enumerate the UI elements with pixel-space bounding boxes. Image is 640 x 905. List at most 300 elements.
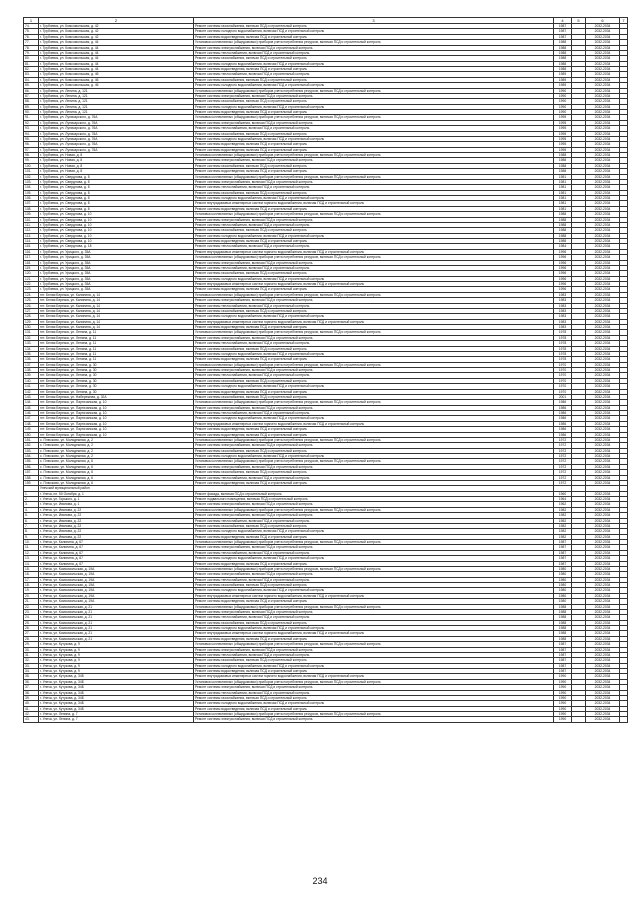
address-cell: г. Трубчевск, ул. Свердлова, д. 8 (39, 196, 194, 201)
commission-year-cell: 1988 (554, 163, 572, 168)
address-cell: г. Трубчевск, ул. Свердлова, д. 8 (39, 185, 194, 190)
planned-period-cell: 2032-2034 (586, 255, 620, 260)
commission-year-cell: 1972 (554, 459, 572, 464)
address-cell: г. Трубчевск, ул. Комсомольская, д. 46 (39, 83, 194, 88)
planned-period-cell: 2032-2034 (586, 341, 620, 346)
commission-year-cell: 1989 (554, 83, 572, 88)
planned-period-cell: 2032-2034 (586, 475, 620, 480)
row-number-cell: 115. (24, 244, 39, 249)
work-type-cell: Ремонт системы теплоснабжения, включая ПСД и строительный контроль (194, 652, 554, 657)
planned-period-cell: 2032-2034 (586, 561, 620, 566)
row-number-cell: 80. (24, 56, 39, 61)
address-cell: г. Трубчевск, ул. Свердлова, д. 10 (39, 222, 194, 227)
row-number-cell: 107. (24, 201, 39, 206)
commission-year-cell: 1989 (554, 72, 572, 77)
commission-year-cell: 1988 (554, 67, 572, 72)
commission-year-cell: 1987 (554, 540, 572, 545)
planned-period-cell: 2032-2034 (586, 518, 620, 523)
address-cell: г. Трубчевск, ул. Луначарского, д. 76А (39, 136, 194, 141)
work-type-cell: Ремонт внутридомовых инженерных систем горячего водоснабжения, включая ПСД и строительный контроль (194, 282, 554, 287)
work-type-cell: Ремонт системы теплоснабжения, включая ПСД и строительный контроль (194, 341, 554, 346)
address-cell: г. Унеча, ул. Комсомольская, д. 21 (39, 609, 194, 614)
commission-year-cell: 1987 (554, 29, 572, 34)
row-number-cell: 82. (24, 67, 39, 72)
work-type-cell: Ремонт системы газоснабжения, включая ПСД и строительный контроль (194, 470, 554, 475)
planned-period-cell: 2032-2034 (586, 271, 620, 276)
planned-period-cell: 2032-2034 (586, 222, 620, 227)
row-number-cell: 151. (24, 437, 39, 442)
address-cell: г. Трубчевск, ул. Ленина, д. 121 (39, 104, 194, 109)
row-number-cell: 128. (24, 314, 39, 319)
address-cell: г. Унеча, ул. Комсомольская, д. 19А (39, 572, 194, 577)
work-type-cell: Ремонт системы водоотведения, включая ПСД и строительный контроль (194, 534, 554, 539)
address-cell: с. Плюсково, ул. Молодежная, д. 2 (39, 448, 194, 453)
address-cell: г. Трубчевск, ул. Луначарского, д. 76А (39, 120, 194, 125)
planned-period-cell: 2032-2034 (586, 206, 620, 211)
address-cell: г. Трубчевск, ул. Свердлова, д. 18 (39, 244, 194, 249)
commission-year-cell: 1978 (554, 335, 572, 340)
work-type-cell: Ремонт системы холодного водоснабжения, включая ПСД и строительный контроль (194, 416, 554, 421)
commission-year-cell: 1990 (554, 701, 572, 706)
work-type-cell: Ремонт системы газоснабжения, включая ПСД и строительный контроль (194, 658, 554, 663)
work-type-cell: Ремонт системы водоотведения, включая ПСД и строительный контроль (194, 480, 554, 485)
work-type-cell: Ремонт системы газоснабжения, включая ПСД и строительный контроль (194, 394, 554, 399)
planned-period-cell: 2032-2034 (586, 706, 620, 711)
commission-year-cell: 1982 (554, 507, 572, 512)
planned-period-cell: 2032-2034 (586, 179, 620, 184)
row-number-cell: 83. (24, 72, 39, 77)
commission-year-cell: 1988 (554, 45, 572, 50)
address-cell: пгт. Белая Березка, ул. Ленина, д. 11 (39, 357, 194, 362)
commission-year-cell: 1983 (554, 319, 572, 324)
work-type-cell: Установка коллективных (общедомовых) приборов учета потребления ресурсов, включая ПСД и строительный контроль (194, 174, 554, 179)
commission-year-cell: 1964 (554, 497, 572, 502)
work-type-cell: Ремонт системы водоотведения, включая ПСД и строительный контроль (194, 239, 554, 244)
row-number-cell: 5. (24, 513, 39, 518)
commission-year-cell: 1970 (554, 362, 572, 367)
commission-year-cell: 1990 (554, 717, 572, 722)
row-number-cell: 11. (24, 545, 39, 550)
row-number-cell: 20. (24, 593, 39, 598)
commission-year-cell: 1987 (554, 24, 572, 29)
address-cell: пгт. Белая Березка, ул. Ленина, д. 11 (39, 351, 194, 356)
work-type-cell: Ремонт системы холодного водоснабжения, включая ПСД и строительный контроль (194, 454, 554, 459)
planned-period-cell: 2032-2034 (586, 427, 620, 432)
commission-year-cell: 1962 (554, 502, 572, 507)
address-cell: г. Унеча, ул. Калинина, д. 67 (39, 545, 194, 550)
commission-year-cell: 1987 (554, 669, 572, 674)
row-number-cell: 157. (24, 470, 39, 475)
work-type-cell: Ремонт системы теплоснабжения, включая ПСД и строительный контроль (194, 518, 554, 523)
row-number-cell: 29. (24, 642, 39, 647)
work-type-cell: Ремонт системы холодного водоснабжения, включая ПСД и строительный контроль (194, 29, 554, 34)
planned-period-cell: 2032-2034 (586, 609, 620, 614)
row-number-cell: 153. (24, 448, 39, 453)
row-number-cell: 23. (24, 609, 39, 614)
table-row (24, 717, 628, 722)
row-number-cell: 123. (24, 287, 39, 292)
work-type-cell: Ремонт внутридомовых инженерных систем горячего водоснабжения, включая ПСД и строительный контроль (194, 319, 554, 324)
commission-year-cell: 1972 (554, 464, 572, 469)
row-number-cell: 131. (24, 330, 39, 335)
work-type-cell: Ремонт внутридомовых инженерных систем горячего водоснабжения, включая ПСД и строительный контроль (194, 674, 554, 679)
work-type-cell: Ремонт системы теплоснабжения, включая ПСД и строительный контроль (194, 411, 554, 416)
address-cell: пгт. Белая Березка, ул. Партизанская, д. 10 (39, 427, 194, 432)
address-cell: г. Унеча, ул. Кутузова, д. 34Б (39, 706, 194, 711)
planned-period-cell: 2032-2034 (586, 233, 620, 238)
address-cell: г. Унеча, ул. Горького, д. 1 (39, 497, 194, 502)
row-number-cell: 111. (24, 222, 39, 227)
address-cell: г. Унеча, пл. 50 Октября, д. 1 (39, 491, 194, 496)
row-number-cell: 3. (24, 502, 39, 507)
address-cell: г. Унеча, ул. Комсомольская, д. 21 (39, 620, 194, 625)
commission-year-cell: 1986 (554, 427, 572, 432)
row-number-cell: 76. (24, 34, 39, 39)
work-type-cell: Ремонт системы электроснабжения, включая ПСД и строительный контроль (194, 502, 554, 507)
address-cell: г. Унеча, ул. Кутузова, д. 34Б (39, 679, 194, 684)
planned-period-cell: 2032-2034 (586, 389, 620, 394)
commission-year-cell: 1990 (554, 110, 572, 115)
planned-period-cell: 2032-2034 (586, 120, 620, 125)
row-number-cell: 125. (24, 298, 39, 303)
commission-year-cell: 1990 (554, 690, 572, 695)
planned-period-cell: 2032-2034 (586, 405, 620, 410)
commission-year-cell: 1978 (554, 357, 572, 362)
address-cell: пгт. Белая Березка, ул. Ленина, д. 30 (39, 378, 194, 383)
planned-period-cell: 2032-2034 (586, 147, 620, 152)
address-cell: г. Трубчевск, ул. Урицкого, д. 35А (39, 255, 194, 260)
planned-period-cell: 2032-2034 (586, 276, 620, 281)
commission-year-cell: 1970 (554, 378, 572, 383)
planned-period-cell: 2032-2034 (586, 437, 620, 442)
address-cell: г. Унеча, ул. Кутузова, д. 9 (39, 663, 194, 668)
planned-period-cell: 2032-2034 (586, 260, 620, 265)
work-type-cell: Ремонт системы холодного водоснабжения, включая ПСД и строительный контроль (194, 233, 554, 238)
row-number-cell: 133. (24, 341, 39, 346)
planned-period-cell: 2032-2034 (586, 626, 620, 631)
planned-period-cell: 2032-2034 (586, 99, 620, 104)
row-number-cell: 137. (24, 362, 39, 367)
planned-period-cell: 2032-2034 (586, 443, 620, 448)
commission-year-cell: 1988 (554, 222, 572, 227)
row-number-cell: 109. (24, 212, 39, 217)
row-number-cell: 9. (24, 534, 39, 539)
commission-year-cell: 1986 (554, 421, 572, 426)
work-type-cell: Ремонт системы электроснабжения, включая ПСД и строительный контроль (194, 45, 554, 50)
address-cell: г. Трубчевск, ул. Комсомольская, д. 46 (39, 72, 194, 77)
planned-period-cell: 2032-2034 (586, 615, 620, 620)
planned-period-cell: 2032-2034 (586, 599, 620, 604)
row-number-cell: 101. (24, 169, 39, 174)
address-cell: пгт. Белая Березка, ул. Ленина, д. 30 (39, 368, 194, 373)
commission-year-cell: 1987 (554, 550, 572, 555)
row-number-cell: 22. (24, 604, 39, 609)
planned-period-cell: 2032-2034 (586, 550, 620, 555)
planned-period-cell: 2032-2034 (586, 593, 620, 598)
planned-period-cell: 2032-2034 (586, 77, 620, 82)
work-type-cell: Ремонт системы теплоснабжения, включая ПСД и строительный контроль (194, 265, 554, 270)
planned-period-cell: 2032-2034 (586, 416, 620, 421)
planned-period-cell: 2032-2034 (586, 523, 620, 528)
row-number-cell: 32. (24, 658, 39, 663)
commission-year-cell: 1988 (554, 212, 572, 217)
column-header: 5 (572, 18, 586, 24)
commission-year-cell: 1989 (554, 77, 572, 82)
work-type-cell: Ремонт системы электроснабжения, включая ПСД и строительный контроль (194, 572, 554, 577)
row-number-cell: 122. (24, 282, 39, 287)
planned-period-cell: 2032-2034 (586, 244, 620, 249)
work-type-cell: Установка коллективных (общедомовых) приборов учета потребления ресурсов, включая ПСД и строительный контроль (194, 642, 554, 647)
commission-year-cell: 1996 (554, 287, 572, 292)
address-cell: г. Унеча, ул. Комсомольская, д. 19А (39, 599, 194, 604)
planned-period-cell: 2032-2034 (586, 529, 620, 534)
row-number-cell: 158. (24, 475, 39, 480)
work-type-cell: Ремонт системы газоснабжения, включая ПСД и строительный контроль (194, 308, 554, 313)
work-type-cell: Ремонт системы водоотведения, включая ПСД и строительный контроль (194, 142, 554, 147)
work-type-cell: Ремонт системы электроснабжения, включая ПСД и строительный контроль (194, 405, 554, 410)
work-type-cell: Ремонт системы электроснабжения, включая ПСД и строительный контроль (194, 685, 554, 690)
page-number: 234 (312, 876, 328, 886)
planned-period-cell: 2032-2034 (586, 556, 620, 561)
address-cell: пгт. Белая Березка, ул. Калинина, д. 14 (39, 325, 194, 330)
work-type-cell: Ремонт системы газоснабжения, включая ПСД и строительный контроль (194, 228, 554, 233)
planned-period-cell: 2032-2034 (586, 459, 620, 464)
commission-year-cell: 1988 (554, 153, 572, 158)
planned-period-cell: 2032-2034 (586, 158, 620, 163)
address-cell: г. Трубчевск, ул. Свердлова, д. 8 (39, 206, 194, 211)
planned-period-cell: 2032-2034 (586, 282, 620, 287)
address-cell: г. Унеча, ул. Ленина, д. 7 (39, 712, 194, 717)
commission-year-cell: 1988 (554, 604, 572, 609)
commission-year-cell: 1995 (554, 126, 572, 131)
commission-year-cell: 1988 (554, 56, 572, 61)
work-type-cell: Ремонт системы газоснабжения, включая ПСД и строительный контроль (194, 56, 554, 61)
commission-year-cell: 1972 (554, 437, 572, 442)
planned-period-cell: 2032-2034 (586, 308, 620, 313)
planned-period-cell: 2032-2034 (586, 351, 620, 356)
planned-period-cell: 2032-2034 (586, 669, 620, 674)
commission-year-cell: 1988 (554, 217, 572, 222)
address-cell: пгт. Белая Березка, ул. Партизанская, д. 10 (39, 411, 194, 416)
commission-year-cell: 1983 (554, 308, 572, 313)
commission-year-cell: 1983 (554, 292, 572, 297)
work-type-cell: Ремонт системы электроснабжения, включая ПСД и строительный контроль (194, 647, 554, 652)
address-cell: г. Трубчевск, ул. Свердлова, д. 8 (39, 174, 194, 179)
planned-period-cell: 2032-2034 (586, 61, 620, 66)
planned-period-cell: 2032-2034 (586, 325, 620, 330)
work-type-cell: Ремонт системы теплоснабжения, включая ПСД и строительный контроль (194, 577, 554, 582)
planned-period-cell: 2032-2034 (586, 346, 620, 351)
planned-period-cell: 2032-2034 (586, 45, 620, 50)
work-type-cell: Ремонт системы теплоснабжения, включая ПСД и строительный контроль (194, 615, 554, 620)
commission-year-cell: 1996 (554, 265, 572, 270)
row-number-cell: 159. (24, 480, 39, 485)
address-cell: г. Трубчевск, ул. Урицкого, д. 35А (39, 287, 194, 292)
planned-period-cell: 2032-2034 (586, 190, 620, 195)
row-number-cell: 119. (24, 265, 39, 270)
address-cell: г. Трубчевск, ул. Луначарского, д. 76А (39, 147, 194, 152)
work-type-cell: Ремонт внутридомовых инженерных систем горячего водоснабжения, включая ПСД и строительный контроль (194, 201, 554, 206)
work-type-cell: Ремонт системы газоснабжения, включая ПСД и строительный контроль (194, 24, 554, 29)
row-number-cell: 34. (24, 669, 39, 674)
planned-period-cell: 2032-2034 (586, 88, 620, 93)
address-cell: г. Трубчевск, ул. Комсомольская, д. 44 (39, 40, 194, 45)
commission-year-cell: 1983 (554, 314, 572, 319)
row-number-cell: 7. (24, 523, 39, 528)
row-number-cell: 118. (24, 260, 39, 265)
row-number-cell: 1. (24, 491, 39, 496)
commission-year-cell: 1982 (554, 523, 572, 528)
commission-year-cell: 1995 (554, 136, 572, 141)
commission-year-cell: 1995 (554, 147, 572, 152)
address-cell: пгт. Белая Березка, ул. Ленина, д. 11 (39, 330, 194, 335)
commission-year-cell: 1996 (554, 249, 572, 254)
address-cell: г. Унеча, ул. Калинина, д. 67 (39, 540, 194, 545)
address-cell: с. Плюсково, ул. Молодежная, д. 2 (39, 443, 194, 448)
row-number-cell: 112. (24, 228, 39, 233)
row-number-cell: 24. (24, 615, 39, 620)
row-number-cell: 120. (24, 271, 39, 276)
row-number-cell: 6. (24, 518, 39, 523)
address-cell: г. Трубчевск, ул. Свердлова, д. 10 (39, 239, 194, 244)
planned-period-cell: 2032-2034 (586, 534, 620, 539)
row-number-cell: 141. (24, 384, 39, 389)
work-type-cell: Ремонт системы электроснабжения, включая ПСД и строительный контроль (194, 217, 554, 222)
planned-period-cell: 2032-2034 (586, 115, 620, 120)
work-type-cell: Ремонт системы газоснабжения, включая ПСД и строительный контроль (194, 523, 554, 528)
work-type-cell: Ремонт системы водоотведения, включая ПСД и строительный контроль (194, 147, 554, 152)
work-type-cell: Установка коллективных (общедомовых) приборов учета потребления ресурсов, включая ПСД и строительный контроль (194, 212, 554, 217)
planned-period-cell: 2032-2034 (586, 636, 620, 641)
commission-year-cell: 1990 (554, 695, 572, 700)
address-cell: г. Унеча, ул. Комсомольская, д. 21 (39, 631, 194, 636)
planned-period-cell: 2032-2034 (586, 67, 620, 72)
commission-year-cell: 1978 (554, 330, 572, 335)
row-number-cell: 95. (24, 136, 39, 141)
address-cell: пгт. Белая Березка, ул. Партизанская, д. 10 (39, 416, 194, 421)
commission-year-cell: 1982 (554, 513, 572, 518)
work-type-cell: Ремонт системы газоснабжения, включая ПСД и строительный контроль (194, 131, 554, 136)
row-number-cell: 135. (24, 351, 39, 356)
row-number-cell: 117. (24, 255, 39, 260)
work-type-cell: Ремонт системы теплоснабжения, включая ПСД и строительный контроль (194, 185, 554, 190)
planned-period-cell: 2032-2034 (586, 163, 620, 168)
planned-period-cell: 2032-2034 (586, 196, 620, 201)
address-cell: пгт. Белая Березка, ул. Ленина, д. 11 (39, 346, 194, 351)
planned-period-cell: 2032-2034 (586, 411, 620, 416)
row-number-cell: 105. (24, 190, 39, 195)
address-cell: пгт. Белая Березка, ул. Калинина, д. 14 (39, 308, 194, 313)
address-cell: г. Трубчевск, ул. Комсомольская, д. 46 (39, 77, 194, 82)
work-type-cell: Ремонт системы холодного водоснабжения, включая ПСД и строительный контроль (194, 701, 554, 706)
work-type-cell: Установка коллективных (общедомовых) приборов учета потребления ресурсов, включая ПСД и строительный контроль (194, 604, 554, 609)
work-type-cell: Ремонт внутридомовых инженерных систем горячего водоснабжения, включая ПСД и строительный контроль (194, 249, 554, 254)
work-type-cell: Ремонт системы водоотведения, включая ПСД и строительный контроль (194, 287, 554, 292)
commission-year-cell: 1988 (554, 609, 572, 614)
address-cell: г. Унеча, ул. Иванова, д. 22 (39, 513, 194, 518)
planned-period-cell: 2032-2034 (586, 228, 620, 233)
work-type-cell: Ремонт фасада, включая ПСД и строительный контроль (194, 491, 554, 496)
address-cell: пгт. Белая Березка, ул. Калинина, д. 14 (39, 303, 194, 308)
commission-year-cell: 1990 (554, 712, 572, 717)
column-header: 4 (554, 18, 572, 24)
commission-year-cell: 1982 (554, 518, 572, 523)
planned-period-cell: 2032-2034 (586, 249, 620, 254)
commission-year-cell: 1980 (554, 593, 572, 598)
commission-year-cell: 1986 (554, 405, 572, 410)
address-cell: г. Трубчевск, ул. Урицкого, д. 35А (39, 276, 194, 281)
work-type-cell: Установка коллективных (общедомовых) приборов учета потребления ресурсов, включая ПСД и строительный контроль (194, 330, 554, 335)
row-number-cell: 89. (24, 104, 39, 109)
commission-year-cell: 1988 (554, 169, 572, 174)
commission-year-cell: 1972 (554, 480, 572, 485)
row-number-cell: 100. (24, 163, 39, 168)
address-cell: пгт. Белая Березка, ул. Ленина, д. 30 (39, 389, 194, 394)
commission-year-cell: 1988 (554, 233, 572, 238)
commission-year-cell: 1981 (554, 206, 572, 211)
commission-year-cell: 1986 (554, 400, 572, 405)
row-number-cell: 17. (24, 577, 39, 582)
address-cell: г. Трубчевск, ул. Свердлова, д. 8 (39, 201, 194, 206)
row-number-cell: 116. (24, 249, 39, 254)
work-type-cell: Ремонт системы теплоснабжения, включая ПСД и строительный контроль (194, 72, 554, 77)
planned-period-cell: 2032-2034 (586, 142, 620, 147)
commission-year-cell: 1980 (554, 599, 572, 604)
address-cell: г. Унеча, ул. Калинина, д. 67 (39, 561, 194, 566)
commission-year-cell: 1990 (554, 99, 572, 104)
commission-year-cell: 1980 (554, 583, 572, 588)
planned-period-cell: 2032-2034 (586, 690, 620, 695)
address-cell: г. Унеча, ул. Кутузова, д. 9 (39, 647, 194, 652)
row-number-cell: 152. (24, 443, 39, 448)
address-cell: г. Трубчевск, ул. Новая, д. 8 (39, 169, 194, 174)
work-type-cell: Установка коллективных (общедомовых) приборов учета потребления ресурсов, включая ПСД и строительный контроль (194, 153, 554, 158)
address-cell: г. Трубчевск, ул. Комсомольская, д. 44 (39, 45, 194, 50)
planned-period-cell: 2032-2034 (586, 604, 620, 609)
address-cell: г. Трубчевск, ул. Свердлова, д. 10 (39, 217, 194, 222)
address-cell: г. Трубчевск, ул. Урицкого, д. 35А (39, 260, 194, 265)
row-number-cell: 88. (24, 99, 39, 104)
address-cell: пгт. Белая Березка, ул. Ленина, д. 30 (39, 384, 194, 389)
work-type-cell: Установка коллективных (общедомовых) приборов учета потребления ресурсов, включая ПСД и строительный контроль (194, 115, 554, 120)
row-number-cell: 114. (24, 239, 39, 244)
row-number-cell: 77. (24, 40, 39, 45)
row-number-cell: 14. (24, 561, 39, 566)
commission-year-cell: 1988 (554, 40, 572, 45)
address-cell: г. Трубчевск, ул. Комсомольская, д. 44 (39, 67, 194, 72)
address-cell: г. Трубчевск, ул. Свердлова, д. 10 (39, 233, 194, 238)
commission-year-cell: 1980 (554, 577, 572, 582)
work-type-cell: Ремонт системы холодного водоснабжения, включая ПСД и строительный контроль (194, 588, 554, 593)
commission-year-cell: 1996 (554, 260, 572, 265)
section-title: Унечский муниципальный район (39, 486, 194, 491)
planned-period-cell: 2032-2034 (586, 29, 620, 34)
work-type-cell: Ремонт системы водоотведения, включая ПСД и строительный контроль (194, 357, 554, 362)
work-type-cell: Ремонт системы водоотведения, включая ПСД и строительный контроль (194, 110, 554, 115)
planned-period-cell: 2032-2034 (586, 56, 620, 61)
address-cell: г. Трубчевск, ул. Урицкого, д. 35А (39, 265, 194, 270)
planned-period-cell: 2032-2034 (586, 470, 620, 475)
row-number-cell: 13. (24, 556, 39, 561)
address-cell: г. Унеча, ул. Калинина, д. 67 (39, 550, 194, 555)
commission-year-cell: 1984 (554, 244, 572, 249)
address-cell: г. Унеча, ул. Комсомольская, д. 19А (39, 593, 194, 598)
address-cell: с. Плюсково, ул. Молодежная, д. 6 (39, 459, 194, 464)
work-type-cell: Ремонт системы холодного водоснабжения, включая ПСД и строительный контроль (194, 314, 554, 319)
work-type-cell: Ремонт системы газоснабжения, включая ПСД и строительный контроль (194, 190, 554, 195)
work-type-cell: Установка коллективных (общедомовых) приборов учета потребления ресурсов, включая ПСД и строительный контроль (194, 255, 554, 260)
work-type-cell: Установка коллективных (общедомовых) приборов учета потребления ресурсов, включая ПСД и строительный контроль (194, 540, 554, 545)
